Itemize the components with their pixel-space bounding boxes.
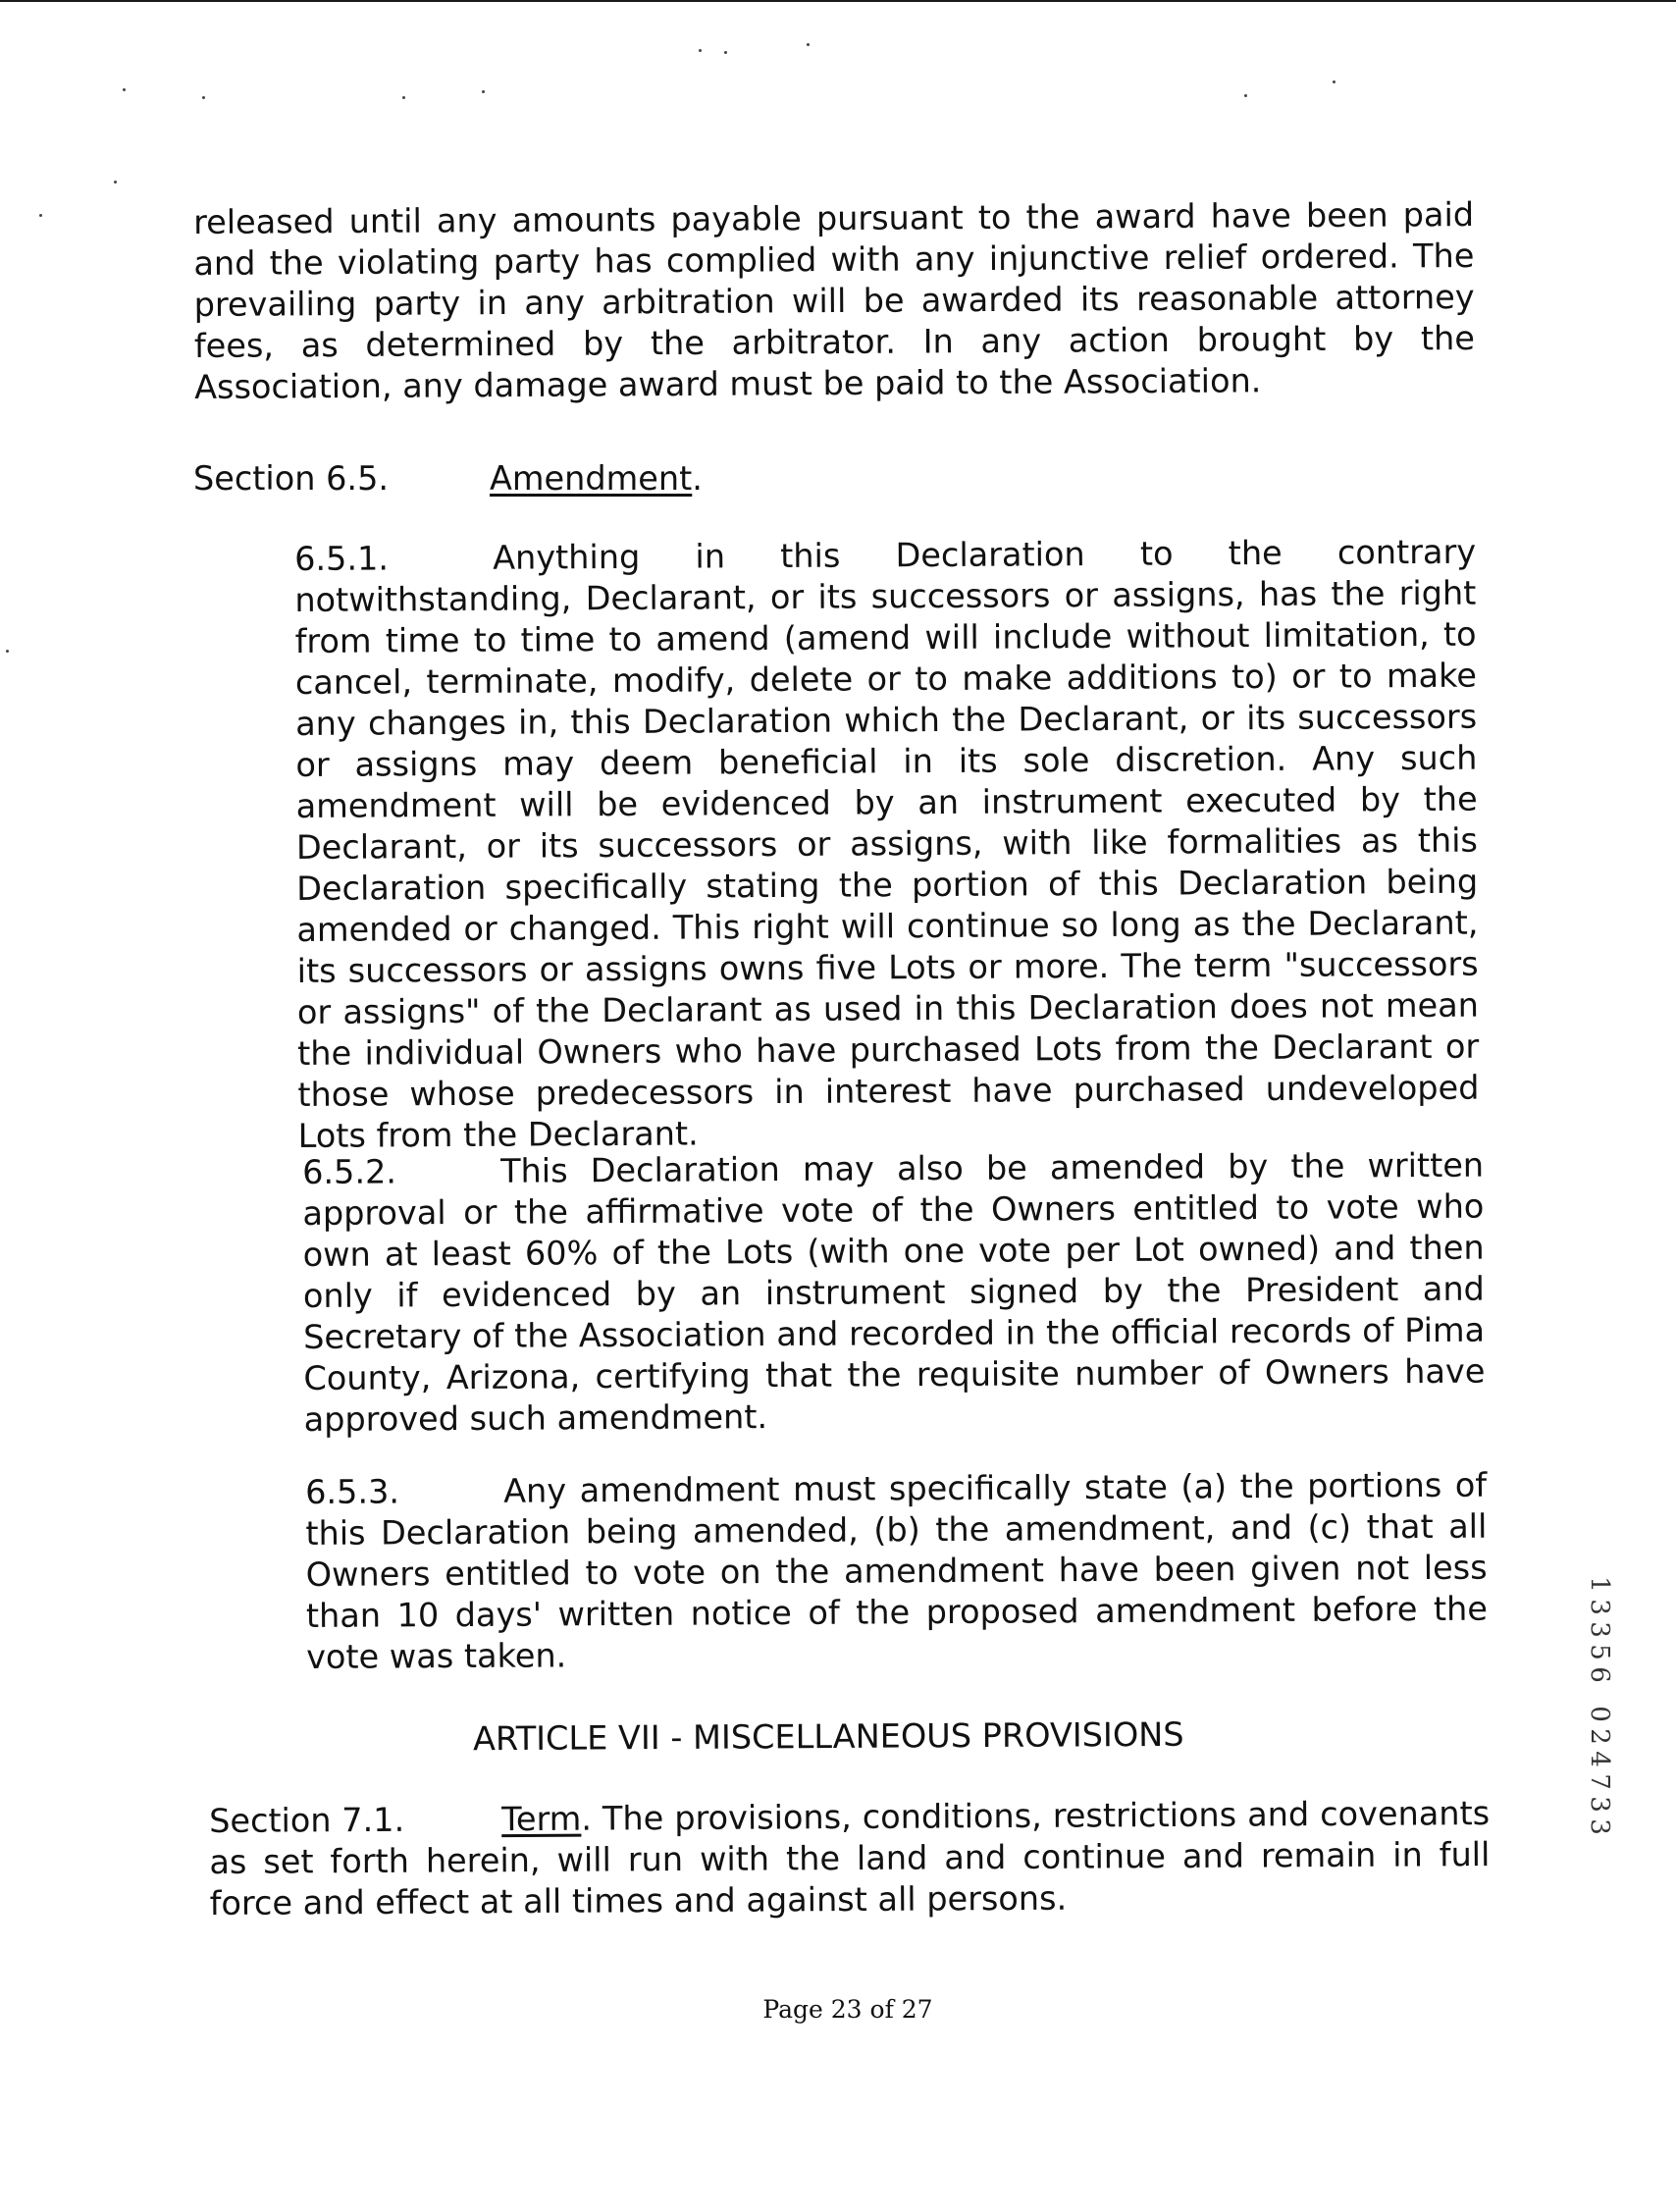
scan-speck [402,96,405,99]
scan-speck [123,88,126,91]
subsection-text: This Declaration may also be amended by the written approval or the affirmative vote of the Owners entitled to vote who own at least 60% of the Lots (with one vote per Lot owned) and then only if evidenced by an instrument signed by the President and Secretary of the Association and recorded in the official records of Pima County, Arizona, certifying that the requisite number of Owners have approved such amendment. [302,1145,1486,1439]
subsection-text: Anything in this Declaration to the contrary notwithstanding, Declarant, or its successors or assigns, has the right from time to time to amend (amend will include without limitation, to cancel, terminate, modify, delete or to make additions to) or to make any changes in, this Declaration which the Declarant, or its successors or assigns may deem beneficial in its sole discretion. Any such amendment will be evidenced by an instrument executed by the Declarant, or its successors or assigns, with like formalities as this Declaration specifically stating the portion of this Declaration being amended or changed. This right will continue so long as the Declarant, its successors or assigns owns five Lots or more. The term "successors or assigns" of the Declarant as used in this Declaration does not mean the individual Owners who have purchased Lots from the Declarant or those whose predecessors in interest have purchased undeveloped Lots from the Declarant. [294,532,1480,1155]
stamp-digit: 4 [1584,1751,1614,1767]
scan-speck [114,181,117,184]
scan-speck [482,90,485,93]
continuation-paragraph: released until any amounts payable pursuant to the award have been paid and the violating party has complied with any injunctive relief ordered. The prevailing party in any arbitration will be awarded its reasonable attorney fees, as determined by the arbitrator. In any action brought by the Association, any damage award must be paid to the Association. [193,195,1475,406]
stamp-digit: 2 [1584,1728,1614,1745]
article-7-heading: ARTICLE VII - MISCELLANEOUS PROVISIONS [472,1714,1184,1759]
stamp-digit: 3 [1584,1599,1614,1615]
scan-speck [807,43,810,46]
subsection-6-5-1 [294,532,1480,1157]
stamp-digit: 5 [1584,1644,1614,1660]
stamp-digit: 3 [1584,1621,1614,1638]
scan-speck [699,49,702,52]
section-text: . The provisions, conditions, restrictions and covenants as set forth herein, will run with the land and continue and remain in full force and effect at all times and against all persons. [209,1794,1491,1922]
stamp-digit: 3 [1584,1796,1614,1813]
stamp-digit: 1 [1584,1576,1614,1593]
subsection-number: 6.5.2. [302,1152,397,1191]
scan-speck [202,96,205,99]
page-footer [0,1995,1676,2024]
subsection-6-5-3 [305,1465,1488,1678]
section-6-5-heading [193,458,703,500]
top-border-line [0,0,1676,2]
stamp-digit: 7 [1584,1773,1614,1790]
section-title: Amendment [490,459,693,498]
scan-speck [39,214,42,217]
section-title-suffix: . [692,459,703,498]
subsection-number: 6.5.3. [305,1472,400,1511]
section-number: Section 6.5. [193,459,390,498]
scan-speck [6,650,9,653]
page-number: Page 23 of 27 [762,1995,933,2024]
stamp-digit: 6 [1584,1666,1614,1683]
section-number: Section 7.1. [209,1800,405,1840]
scan-speck [1244,94,1247,97]
scan-speck [1333,80,1336,83]
section-title: Term [501,1799,582,1839]
section-7-1 [209,1793,1491,1924]
recording-stamp [1582,1573,1615,1838]
subsection-text: Any amendment must specifically state (a) the portions of this Declaration being amended, (b) the amendment, and (c) that all Owners entitled to vote on the amendment have been given not less than 10 days' written notice of the proposed amendment before the vote was taken. [305,1465,1488,1676]
subsection-6-5-2 [302,1145,1486,1441]
stamp-digit: 3 [1584,1818,1614,1835]
scan-speck [724,51,727,54]
stamp-digit: 0 [1584,1706,1614,1722]
subsection-number: 6.5.1. [294,539,390,578]
